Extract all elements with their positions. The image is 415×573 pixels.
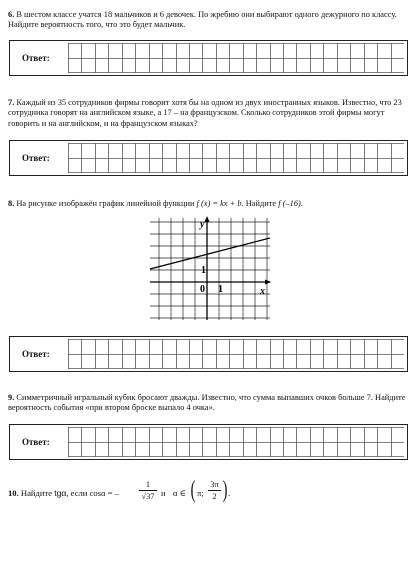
answer-grid-lines (68, 43, 404, 73)
answer-grid-lines (68, 427, 404, 457)
cos-expr: cosα = – (89, 488, 119, 498)
target-value: f (–16) (278, 199, 301, 208)
answer-box-9[interactable] (9, 424, 408, 460)
y-axis-arrow (205, 216, 210, 222)
answer-grid-lines (68, 143, 404, 173)
answer-grid-lines (68, 339, 404, 369)
task-number: 10. (8, 488, 19, 498)
answer-box-8[interactable] (9, 336, 408, 372)
period: . (300, 199, 303, 208)
task-text-2: . Найдите (241, 199, 279, 208)
alpha-in: α ∈ (173, 488, 187, 498)
task-number: 6. (8, 10, 15, 19)
answer-label: Ответ: (22, 153, 50, 163)
graph-svg (146, 214, 274, 324)
answer-grid[interactable] (68, 143, 404, 173)
interval-denominator: 2 (212, 492, 217, 501)
if-word: , если (66, 488, 88, 498)
answer-grid[interactable] (68, 427, 404, 457)
fraction-numerator: 1 (139, 479, 157, 491)
task-8 (8, 199, 410, 209)
find-word: Найдите (20, 488, 53, 498)
task-6 (8, 10, 410, 31)
right-paren: ) (222, 477, 228, 503)
interval-left: π; (197, 488, 204, 498)
fraction-denominator: √37 (141, 492, 155, 501)
interval-numerator: 3π (208, 479, 221, 491)
formula: f (x) = kx + b (196, 199, 242, 208)
y-axis-label: y (200, 219, 205, 230)
tg-expr: tgα (54, 488, 67, 498)
task-text: Каждый из 35 сотрудников фирмы говорит хотя бы на одном из двух иностранных языков. Известно, что 23 сотрудника говорят на английском языке, а 17 – на французском. Сколько сотрудников этой фирмы могут говорить и на английском, и на французском языках? (8, 98, 402, 128)
origin-label: 0 (200, 284, 205, 295)
answer-box-6[interactable] (9, 40, 408, 76)
answer-label: Ответ: (22, 53, 50, 63)
task-text: Симметричный игральный кубик бросают дважды. Известно, что сумма выпавших очков больше 7. Найдите вероятность события «при втором броске выпало 4 очка». (8, 393, 406, 413)
graph-gridlines (150, 218, 270, 320)
task-text: На рисунке изображён график линейной функции (16, 199, 197, 208)
answer-grid[interactable] (68, 339, 404, 369)
task-number: 8. (8, 199, 15, 208)
answer-label: Ответ: (22, 349, 50, 359)
x-axis-arrow (265, 280, 271, 285)
period: . (228, 488, 231, 498)
task-10 (8, 477, 410, 512)
interval-fraction (208, 479, 221, 502)
x-unit-label: 1 (218, 284, 223, 295)
left-paren: ( (190, 477, 196, 503)
function-line (150, 238, 270, 269)
and-word: и (161, 488, 166, 498)
function-graph (146, 214, 274, 324)
task-9 (8, 393, 410, 414)
task-7 (8, 98, 410, 129)
task-number: 7. (8, 98, 15, 107)
task-number: 9. (8, 393, 15, 402)
answer-grid[interactable] (68, 43, 404, 73)
cos-fraction (139, 479, 157, 502)
y-unit-label: 1 (201, 265, 206, 276)
x-axis-label: x (260, 286, 265, 297)
answer-label: Ответ: (22, 437, 50, 447)
task-text: В шестом классе учатся 18 мальчиков и 6 девочек. По жребию они выбирают одного дежурного по классу. Найдите вероятность того, что это будет мальчик. (8, 10, 397, 30)
answer-box-7[interactable] (9, 140, 408, 176)
